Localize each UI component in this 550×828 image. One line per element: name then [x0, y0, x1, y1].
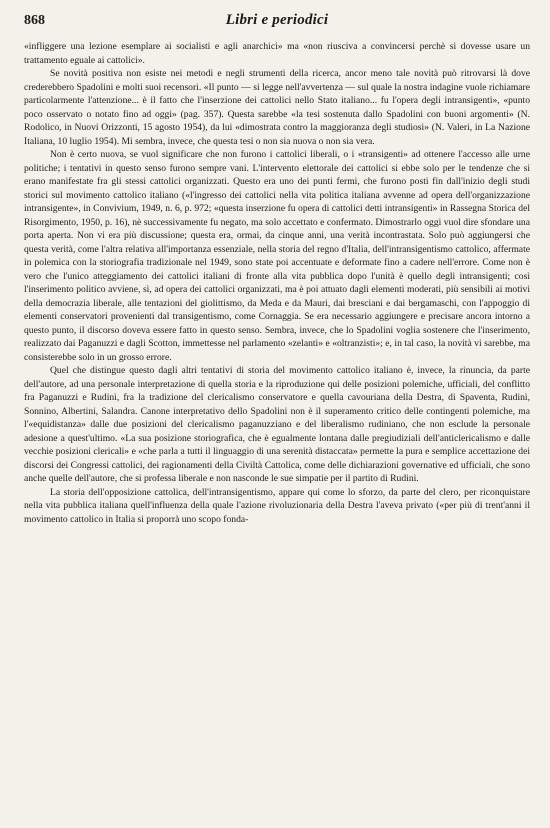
paragraph: La storia dell'opposizione cattolica, dell'intransigentismo, appare qui come lo sforzo, da parte del clero, per riconquistare nella vita pubblica italiana quell'influenza della quale l'azione rivoluzionaria della Destra l'aveva privato («per più di trent'anni il movimento cattolico in Italia si proporrà uno scopo fonda-: [24, 486, 530, 525]
paragraph: Non è certo nuova, se vuol significare che non furono i cattolici liberali, o i «transigenti» ad ottenere l'accesso alle urne politiche; i tentativi in questo senso furono sempre vani. L'intervento elettorale dei cattolici si ebbe solo per le tendenze che si erano manifestate fra gli stessi cattolici organizzati. Questo era uno dei punti fermi, che furono posti fin dall'inizio degli studi storici sul movimento cattolico italiano («l'ingresso dei cattolici nella vita politica italiana avvenne ad opera dell'organizzazione intransigente», in Convivium, 1949, n. 6, p. 972; «questa inserzione fu opera di cattolici detti intransigenti» in Rassegna Storica del Risorgimento, 1950, p. 16), nè successivamente fu negato, ma solo accettato e confermato. Dimostrarlo oggi vuol dire sfondare una porta aperta. Non vi era più discussione; questa era, ormai, da cinque anni, una verità incontrastata. Solo può aggiungersi che questa verità, come l'altra relativa all'importanza essenziale, nella storia del regno d'Italia, dell'intransigentismo cattolico, affermate in polemica con la storiografia tradizionale nel 1949, sono state poi accentuate e deformate fino a cadere nell'errore. Come non è vero che l'unico atteggiamento dei cattolici italiani di fronte alla vita pubblica dopo l'unità è quello degli intransigenti; così l'inserimento politico avviene, sì, ad opera dei cattolici organizzati, ma è poi attuato dagli elementi moderati, più sensibili ai motivi della democrazia liberale, alle tentazioni del giolittismo, da Meda e da Mauri, dai bresciani e dai bergamaschi, con l'appoggio di elementi conservatori provenienti dal transigentismo, come Cornaggia. Se era necessario aggiungere e precisare ancora intorno a questo punto, il discorso doveva essere fatto in questo senso. Sembra, invece, che lo Spadolini voglia sostenere che l'inserimento, realizzato dai Paganuzzi e dagli Scotton, immettesse nel parlamento «zelanti» e «oltranzisti»; e, in tal caso, la novità vi sarebbe, ma consisterebbe solo in un grosso errore.: [24, 149, 530, 363]
page-header: [24, 12, 530, 34]
paragraph: Quel che distingue questo dagli altri tentativi di storia del movimento cattolico italiano è, invece, la rinuncia, da parte dell'autore, ad una personale interpretazione di quella storia e la riproduzione qui delle posizioni polemiche, ufficiali, del conflitto fra Paganuzzi e Rudinì, fra la tradizione del clericalismo conservatore e quella cavouriana della Destra, di Spaventa, Rudinì, Sonnino, Albertini, Salandra. Canone interpretativo dello Spadolini non è il superamento critico delle contingenti polemiche, ma l'«equidistanza» dalle due posizioni del clericalismo paganuzziano e del liberalismo rudiniano, che non esclude la personale adesione a quest'ultimo. «La sua posizione storiografica, che è egualmente lontana dalle pregiudiziali dell'anticlericalismo e dalle vecchie posizioni clericali» e «che parla a tutti il linguaggio di una serenità distaccata» permette la pura e semplice accettazione dei discorsi dei Congressi cattolici, dei ragionamenti della Civiltà Cattolica, come delle dichiarazioni governative ed ufficiali, che sono anche quelle dell'autore, che si professa liberale e non nasconde le sue simpatie per il partito di Rudinì.: [24, 365, 530, 484]
body-text: [24, 40, 530, 526]
running-title: Libri e periodici: [225, 12, 329, 28]
page-number: 868: [24, 13, 45, 28]
paragraph: Se novità positiva non esiste nei metodi e negli strumenti della ricerca, ancor meno tale novità può ritrovarsi là dove crederebbero Spadolini e molti suoi recensori. «Il punto — si legge nell'avvertenza — sul quale la nostra indagine vuole richiamare particolarmente l'attenzione... è il fatto che l'inserzione dei cattolici nello Stato italiano... fu l'opera degli intransigenti», «punto poco osservato o notato fino ad oggi» (pag. 357). Questa sarebbe «la tesi sostenuta dallo Spadolini con buoni argomenti» (N. Rodolico, in Nuovi Orizzonti, 15 agosto 1954), da lui «dimostrata contro la maggioranza degli studiosi» (N. Valeri, in La Nazione Italiana, 10 luglio 1954). Mi sembra, invece, che questa tesi o non sia nuova o non sia vera.: [24, 68, 530, 147]
paragraph: «infliggere una lezione esemplare ai socialisti e agli anarchici» ma «non riusciva a convincersi perchè si dovesse usare un trattamento eguale ai cattolici».: [24, 41, 530, 66]
